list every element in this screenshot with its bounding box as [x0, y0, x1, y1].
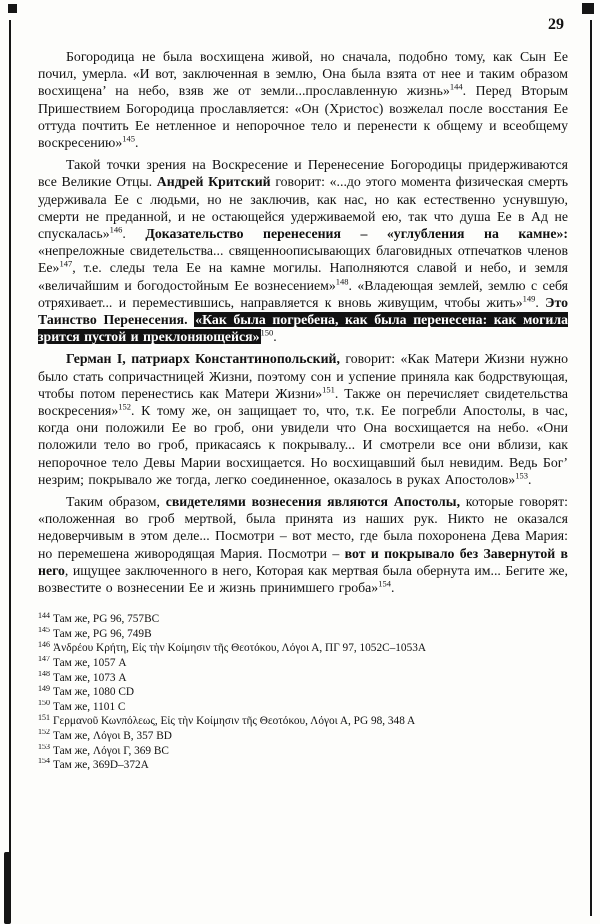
footnote-number: 151: [38, 714, 50, 722]
text-segment: свидетелями вознесения являются Апостолы,: [165, 494, 461, 510]
text-segment: . К тому же, он защищает то, что, т.к. Ее погребли Апостолы, в час, когда они положили Ее во гроб, они увидели что Она восхищается на небо. «Они положили тело во гроб, прикасаясь к покрывалу... И смотрели все они вблизи, как непорочное тело Девы Марии восхищается. Но восхищавший был невидим. Ведь Бог’ незрим; покрывало же тогда, легко соединенное, оказалось в руках Апостолов»: [38, 403, 568, 487]
footnote-text: Ἀνδρέου Κρήτη, Εἰς τὴν Κοίμησιν τῆς Θεοτόκου, Λόγοι Α, ΠΓ 97, 1052C–1053A: [53, 642, 427, 655]
text-segment: .: [390, 580, 395, 596]
footnote-text: Там же, 369D–372A: [53, 759, 149, 772]
text-segment: которые говорят: «положенная во гроб мертвой, была принята из наших рук. Никто не оказался недоверчивым в этом деле... Посмотри – вот место, где была похоронена Дева Мария: но перемешена живородящая Мария. Посмотри –: [38, 494, 568, 561]
footnote-ref: 145: [122, 133, 135, 144]
text-segment: , ищущее заключенного в него, Которая как мертвая была обернута им... Бегите же, возвестите о вознесении Ее и жизнь принимшего гроба»: [38, 562, 568, 596]
text-segment: «непреложные свидетельства... священноописывающих благовидных отпечатков членов Ее»: [38, 243, 568, 276]
text-segment: . Перед Вторым Пришествием Богородица прославляется: «Он (Христос) возжелал после восстания Ее оттуда почтить Ее нетленное и непорочное тело и перенести к общему и всеобщему воскресению»: [38, 83, 568, 151]
scan-artifact-left-edge: [9, 20, 11, 910]
paragraph: [38, 493, 568, 596]
footnote-ref: 150: [260, 327, 274, 338]
scan-artifact-right-edge: [590, 20, 592, 916]
footnote-number: 154: [38, 758, 50, 766]
footnote: [38, 612, 568, 627]
footnote-number: 145: [38, 626, 50, 635]
text-segment: .: [122, 226, 146, 242]
text-segment: .: [527, 471, 532, 487]
footnote: [38, 700, 568, 715]
footnote-text: Γερμανοῦ Κωνπόλεως, Εἰς τὴν Κοίμησιν τῆς Θεοτόκου, Λόγοι Α, PG 98, 348 A: [53, 715, 416, 728]
footnote: [38, 641, 568, 656]
text-segment: Богородица не была восхищена живой, но сначала, подобно тому, как Сын Ее почил, умерла. «И вот, заключенная в землю, Она была взята от нее и таким образом восхищена’ на небо, взяв же от земли...прославленную жизнь»: [38, 49, 568, 99]
text-segment: Герман I, патриарх Константинопольский,: [66, 351, 340, 367]
footnote-text: Там же, 1057 A: [53, 657, 127, 670]
footnote: [38, 714, 568, 729]
footnote-text: Там же, Λόγοι Β, 357 BD: [53, 730, 172, 743]
footnote-text: Там же, PG 96, 749B: [53, 627, 152, 640]
text-segment: говорит: «...до этого момента физическая смерть удерживала Ее с людьми, но не заключив, как нас, но как естественно уснувшую, смерти не преданной, и не остающейся удерживаемой ею, так что душа Ее в Ад не спускалась»: [38, 174, 568, 242]
text-segment: «Как была погребена, как была перенесена: как могила зрится пустой и преклоняющейся»: [38, 312, 568, 345]
footnote: [38, 758, 568, 773]
footnote-ref: 149: [522, 293, 536, 304]
text-segment: говорит: «Как Матери Жизни нужно было стать сопричастницей Жизни, поэтому сон и успение приняла как бодрствующая, чтобы потом перенестись как Матери Жизни»: [38, 351, 568, 401]
footnote-text: Там же, Λόγοι Γ, 369 BC: [53, 744, 169, 757]
body-text: [38, 48, 568, 596]
text-segment: .: [135, 135, 139, 151]
footnote-number: 153: [38, 743, 50, 751]
text-segment: .: [535, 294, 546, 310]
text-segment: Это Таинство Перенесения.: [38, 294, 568, 328]
footnote-ref: 154: [378, 578, 391, 589]
footnote: [38, 656, 568, 671]
paragraph: [38, 156, 568, 345]
footnote: [38, 671, 568, 686]
footnote-number: 150: [38, 699, 50, 708]
text-segment: Таким образом,: [66, 494, 166, 510]
text-segment: , т.е. следы тела Ее на камне могилы. Наполняются славой и небо, и земля «величайшим и богодостойным Ее вознесением»: [38, 260, 568, 293]
footnote-ref: 153: [515, 470, 528, 481]
footnote-number: 148: [38, 670, 50, 678]
footnote-text: Там же, 1073 A: [53, 671, 127, 684]
footnote-number: 147: [38, 656, 50, 664]
footnote-ref: 152: [118, 401, 132, 412]
scan-artifact-top-right: [582, 3, 594, 14]
footnote-text: Там же, 1080 CD: [53, 686, 135, 699]
paragraph: [38, 350, 568, 488]
scan-artifact-top-left: [8, 4, 17, 13]
footnote: [38, 744, 568, 759]
footnotes: [38, 612, 568, 773]
scan-artifact-bottom-left: [4, 852, 11, 924]
footnote-number: 149: [38, 685, 50, 693]
footnote: [38, 729, 568, 744]
text-segment: . «Владеющая землей, землю с себя отряхивает... и переместившись, направляется к вновь живущим, чтобы жить»: [38, 277, 568, 310]
text-segment: вот и покрывало без Завернутой в него: [38, 545, 569, 578]
footnote-text: Там же, PG 96, 757BC: [53, 613, 160, 626]
footnote-ref: 147: [59, 258, 73, 269]
footnote-ref: 146: [109, 224, 123, 235]
text-segment: Андрей Критский: [156, 174, 271, 190]
footnote-ref: 151: [322, 384, 335, 395]
footnote-ref: 144: [449, 81, 463, 92]
footnote-number: 152: [38, 729, 50, 737]
footnote-ref: 148: [335, 276, 349, 287]
footnote-number: 146: [38, 641, 50, 649]
footnote-number: 144: [38, 612, 50, 620]
footnote-text: Там же, 1101 C: [53, 700, 126, 713]
text-segment: .: [273, 329, 277, 345]
paragraph: [38, 48, 568, 151]
footnote: [38, 627, 568, 642]
text-segment: Доказательство перенесения – «углубления на камне»:: [145, 226, 568, 242]
text-segment: . Также он перечисляет свидетельства воскресения»: [38, 385, 568, 419]
footnote: [38, 685, 568, 700]
page-number: 29: [548, 16, 564, 33]
text-segment: Такой точки зрения на Воскресение и Перенесение Богородицы придерживаются все Великие Отцы.: [38, 157, 568, 190]
